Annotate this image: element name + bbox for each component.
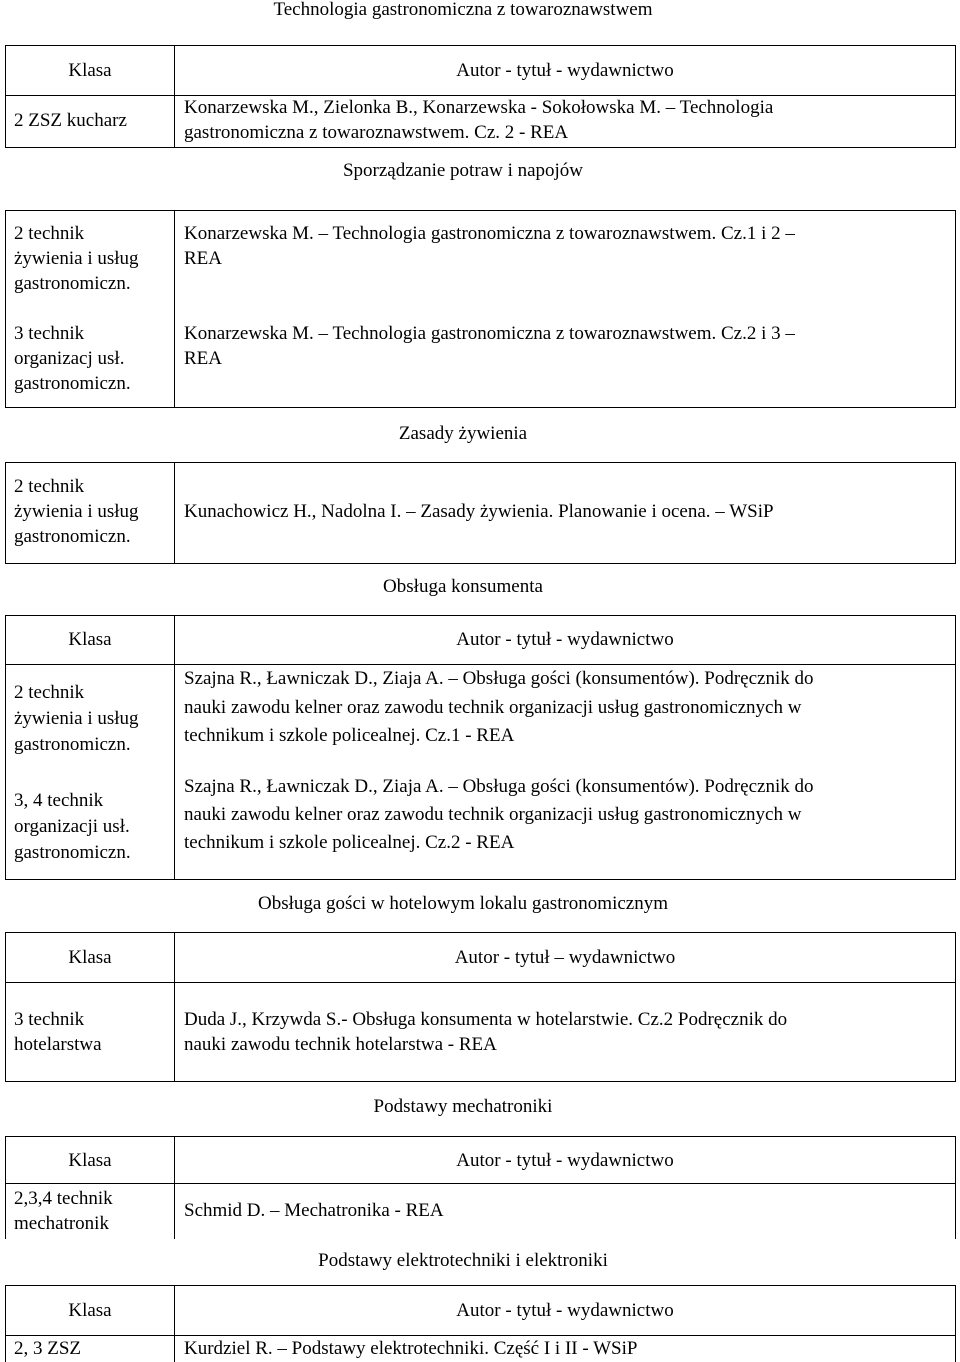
table-2-row-2-class-l3: gastronomiczn. [14, 373, 131, 394]
table-4-row-1-author-l2: nauki zawodu kelner oraz zawodu technik organizacji usług gastronomicznych w [184, 697, 802, 718]
page-title: Technologia gastronomiczna z towaroznawstwem [273, 0, 653, 20]
table-2-row-1-class-l3: gastronomiczn. [14, 273, 131, 294]
table-7-row-class: 2, 3 ZSZ [14, 1338, 82, 1359]
section-5-title: Obsługa gości w hotelowym lokalu gastronomicznym [257, 893, 669, 914]
table-5-row-class-l2: hotelarstwa [14, 1034, 102, 1055]
table-2-row-2-author-l2: REA [184, 348, 222, 369]
table-4-row-1-class-l3: gastronomiczn. [14, 734, 131, 755]
table-1-header-class: Klasa [68, 60, 112, 81]
table-2-row-2-author-l1: Konarzewska M. – Technologia gastronomiczna z towaroznawstwem. Cz.2 i 3 – [184, 323, 795, 344]
table-4-row-1-author-l1: Szajna R., Ławniczak D., Ziaja A. – Obsługa gości (konsumentów). Podręcznik do [184, 668, 814, 689]
table-6-header-author: Autor - tytuł - wydawnictwo [456, 1150, 674, 1171]
table-3-row-class-l3: gastronomiczn. [14, 526, 131, 547]
table-6-row-class-l2: mechatronik [14, 1213, 109, 1234]
section-2-title: Sporządzanie potraw i napojów [342, 160, 584, 181]
table-6-row-class-l1: 2,3,4 technik [14, 1188, 113, 1209]
table-1-row-author-l1: Konarzewska M., Zielonka B., Konarzewska - Sokołowska M. – Technologia [184, 97, 774, 118]
section-4-title: Obsługa konsumenta [383, 576, 543, 597]
table-3-row-author: Kunachowicz H., Nadolna I. – Zasady żywienia. Planowanie i ocena. – WSiP [184, 501, 774, 522]
table-5-row-author-l2: nauki zawodu technik hotelarstwa - REA [184, 1034, 497, 1055]
table-2-row-2-class-l2: organizacj usł. [14, 348, 125, 369]
table-2-row-1-class-l2: żywienia i usług [14, 248, 139, 269]
table-4-row-2-author-l1: Szajna R., Ławniczak D., Ziaja A. – Obsługa gości (konsumentów). Podręcznik do [184, 776, 814, 797]
table-5-row-class-l1: 3 technik [14, 1009, 85, 1030]
table-2-row-1-author-l1: Konarzewska M. – Technologia gastronomiczna z towaroznawstwem. Cz.1 i 2 – [184, 223, 795, 244]
section-6-title: Podstawy mechatroniki [373, 1096, 553, 1117]
table-4-row-1-class-l1: 2 technik [14, 682, 85, 703]
table-4-row-1-class-l2: żywienia i usług [14, 708, 139, 729]
table-1-row-author-l2: gastronomiczna z towaroznawstwem. Cz. 2 - REA [184, 122, 569, 143]
table-4-row-2-class-l3: gastronomiczn. [14, 842, 131, 863]
table-5-header-author: Autor - tytuł – wydawnictwo [454, 947, 676, 968]
table-7-header-class: Klasa [68, 1300, 112, 1321]
table-6-header-class: Klasa [68, 1150, 112, 1171]
table-5-row-author-l1: Duda J., Krzywda S.- Obsługa konsumenta w hotelarstwie. Cz.2 Podręcznik do [184, 1009, 788, 1030]
table-5-header-class: Klasa [68, 947, 112, 968]
table-7-row-author: Kurdziel R. – Podstawy elektrotechniki. Część I i II - WSiP [184, 1338, 638, 1359]
table-4-row-2-author-l3: technikum i szkole policealnej. Cz.2 - REA [184, 832, 515, 853]
table-4-header-author: Autor - tytuł - wydawnictwo [456, 629, 674, 650]
table-3-row-class-l2: żywienia i usług [14, 501, 139, 522]
section-3-title: Zasady żywienia [398, 423, 528, 444]
table-6-row-author: Schmid D. – Mechatronika - REA [184, 1200, 444, 1221]
table-7-header-author: Autor - tytuł - wydawnictwo [456, 1300, 674, 1321]
section-7-title: Podstawy elektrotechniki i elektroniki [318, 1250, 608, 1271]
table-1-row-class: 2 ZSZ kucharz [14, 110, 127, 131]
table-3-row-class-l1: 2 technik [14, 476, 85, 497]
table-4-header-class: Klasa [68, 629, 112, 650]
table-2-row-1-class-l1: 2 technik [14, 223, 85, 244]
table-4-row-2-class-l1: 3, 4 technik [14, 790, 104, 811]
table-4-row-1-author-l3: technikum i szkole policealnej. Cz.1 - REA [184, 725, 515, 746]
table-4-row-2-author-l2: nauki zawodu kelner oraz zawodu technik organizacji usług gastronomicznych w [184, 804, 802, 825]
table-4-row-2-class-l2: organizacji usł. [14, 816, 130, 837]
table-2-row-1-author-l2: REA [184, 248, 222, 269]
table-2-row-2-class-l1: 3 technik [14, 323, 85, 344]
table-1-header-author: Autor - tytuł - wydawnictwo [456, 60, 674, 81]
